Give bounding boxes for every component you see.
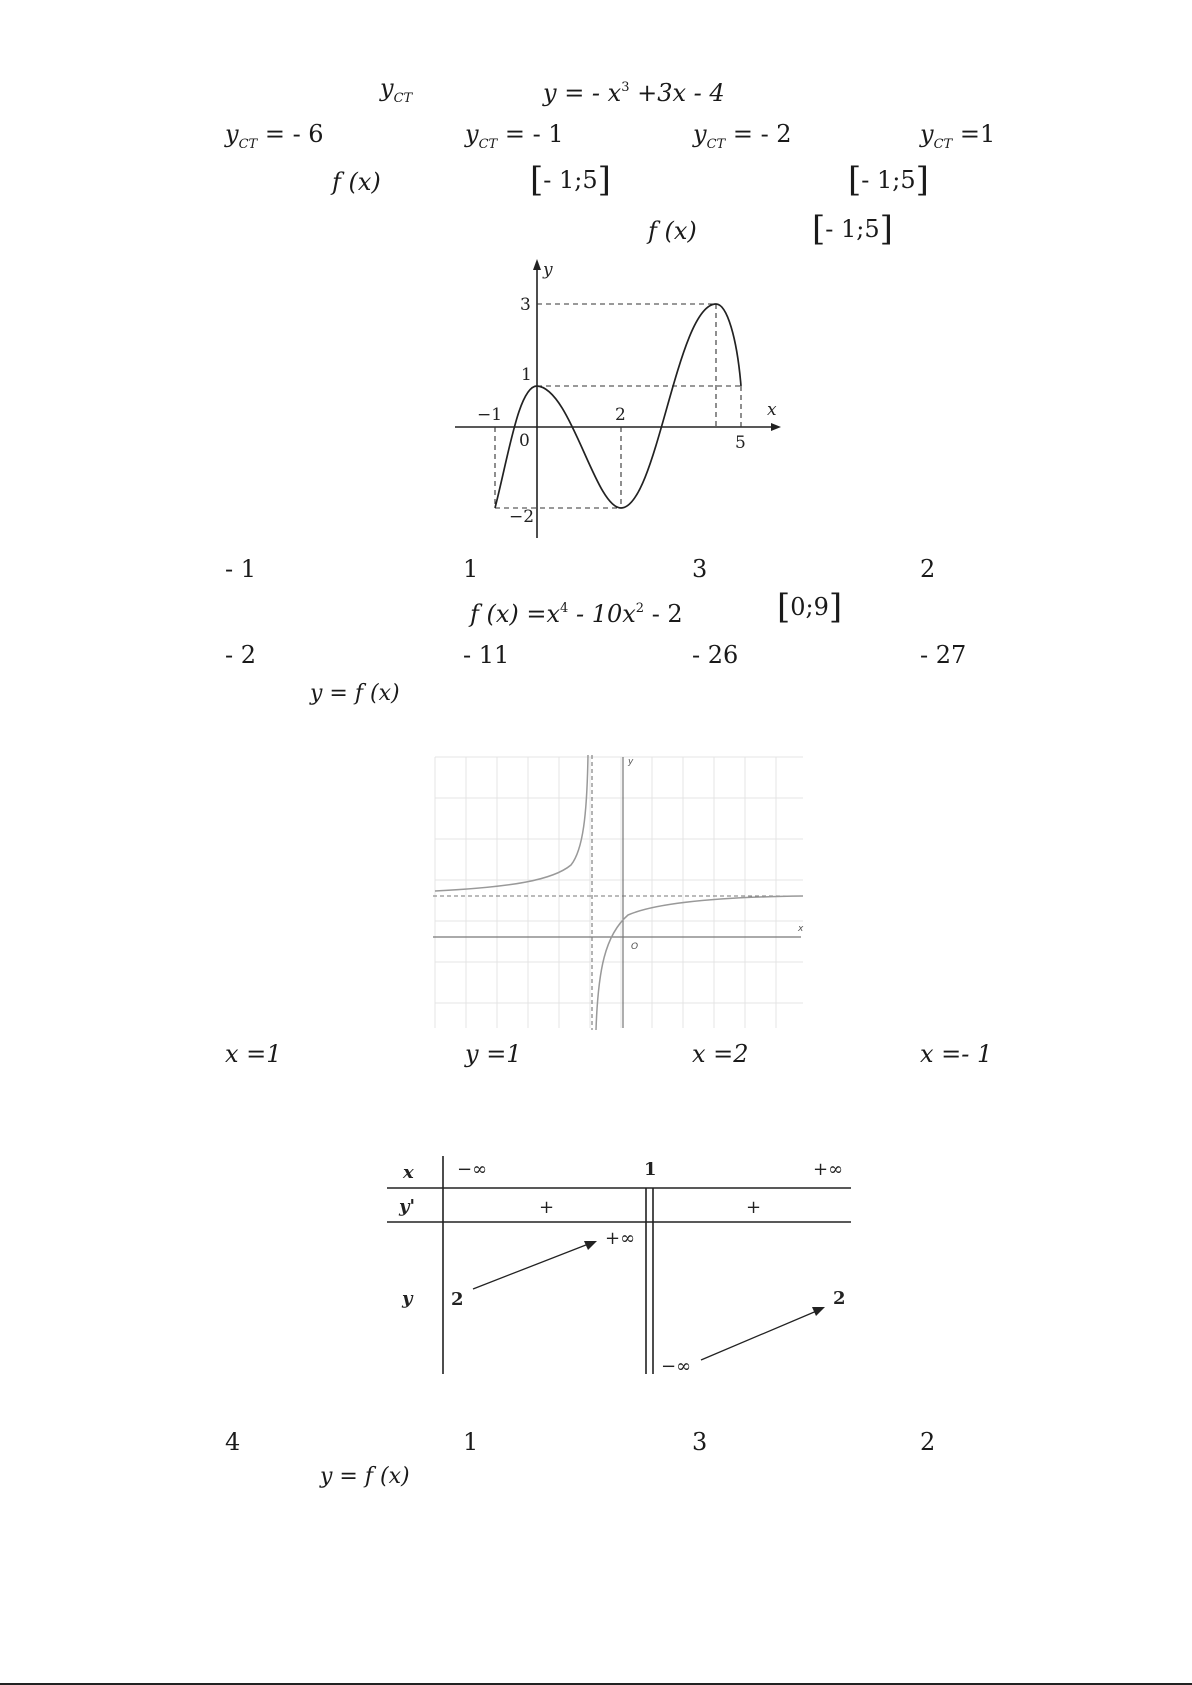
q2-interval-1: [- 1;5] — [530, 160, 611, 200]
y-neg-inf: −∞ — [661, 1356, 692, 1377]
q5-option-d: 2 — [920, 1428, 936, 1456]
row-yprime-label: y' — [399, 1196, 415, 1217]
q3-option-d: - 27 — [920, 641, 967, 669]
q1-option-d: $y_{CT} =1$ — [920, 120, 996, 152]
q5-option-a: 4 — [225, 1428, 241, 1456]
q1-ycr: $y_{CT}$ — [380, 74, 413, 106]
curve-left — [435, 755, 588, 891]
yp-plus-left: + — [539, 1197, 555, 1218]
q5-variation-table — [385, 1152, 855, 1388]
grid — [435, 757, 803, 1028]
q4-graph — [433, 755, 805, 1030]
y-pos-inf: +∞ — [605, 1228, 636, 1249]
q2-fx-2: f (x) — [648, 217, 697, 245]
y-end-two: 2 — [833, 1288, 846, 1309]
q4-option-b: y =1 — [465, 1040, 522, 1068]
q2-option-b: 1 — [463, 555, 479, 583]
q2-graph — [445, 258, 795, 548]
x-neg-inf: −∞ — [457, 1159, 488, 1180]
x-arrow — [771, 423, 781, 431]
label-x: x — [798, 924, 804, 934]
label-x: x — [767, 400, 777, 420]
arrow-up-left — [473, 1243, 591, 1289]
q4-option-c: x =2 — [692, 1040, 749, 1068]
q4-option-d: x =- 1 — [920, 1040, 993, 1068]
arrow-up-right — [701, 1310, 819, 1360]
tick-5: 5 — [735, 433, 746, 453]
tick-neg1: −1 — [477, 405, 503, 425]
label-y: y — [543, 260, 553, 280]
q2-option-c: 3 — [692, 555, 708, 583]
label-origin: O — [631, 942, 639, 952]
y-arrow — [533, 259, 541, 270]
row-x-label: x — [403, 1162, 414, 1183]
q1-option-b: $y_{CT}$ = - 1 — [465, 120, 564, 152]
q2-option-a: - 1 — [225, 555, 257, 583]
tick-3: 3 — [520, 295, 531, 315]
tick-2: 2 — [615, 405, 626, 425]
yp-plus-right: + — [746, 1197, 762, 1218]
x-one: 1 — [644, 1159, 657, 1180]
q5-y-eq-f: y = f (x) — [320, 1464, 410, 1489]
q3-function: f $(x) =x^4 - 10x^2 - 2$ — [470, 600, 683, 628]
q2-interval-3: [- 1;5] — [812, 209, 893, 249]
x-pos-inf: +∞ — [813, 1159, 844, 1180]
q3-option-b: - 11 — [463, 641, 510, 669]
q5-option-c: 3 — [692, 1428, 708, 1456]
y-start-two: 2 — [451, 1289, 464, 1310]
tick-0: 0 — [519, 431, 530, 451]
label-y: y — [628, 757, 634, 767]
q2-option-d: 2 — [920, 555, 936, 583]
tick-1: 1 — [521, 365, 532, 385]
row-y-label: y — [402, 1288, 413, 1309]
q3-interval: [0;9] — [777, 587, 843, 627]
q3-option-c: - 26 — [692, 641, 739, 669]
q2-interval-2: [- 1;5] — [848, 160, 929, 200]
q1-option-c: $y_{CT}$ = - 2 — [693, 120, 792, 152]
q1-function: y = - $x^3 +3x - 4$ — [543, 79, 725, 107]
q2-fx: f (x) — [332, 168, 381, 196]
q5-option-b: 1 — [463, 1428, 479, 1456]
tick-neg2: −2 — [509, 507, 535, 527]
q4-y-eq-f: y = f (x) — [310, 681, 400, 706]
curve-right — [596, 896, 803, 1030]
q3-option-a: - 2 — [225, 641, 257, 669]
q4-option-a: x =1 — [225, 1040, 282, 1068]
q1-option-a: $y_{CT}$ = - 6 — [225, 120, 324, 152]
